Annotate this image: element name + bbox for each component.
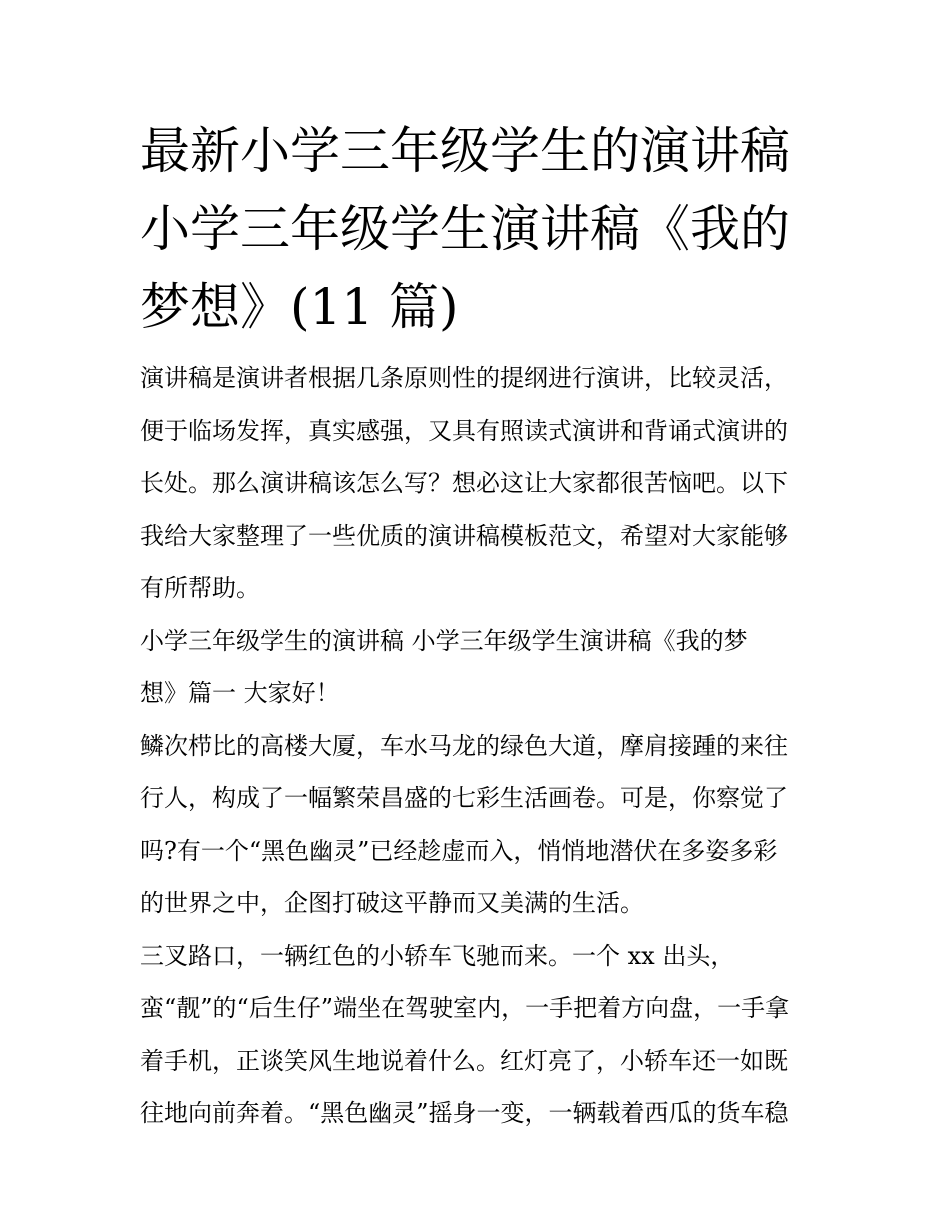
- body-line: 演讲稿是演讲者根据几条原则性的提纲进行演讲，比较灵活，: [140, 364, 788, 392]
- title-line-1: 最新小学三年级学生的演讲稿: [140, 122, 790, 180]
- body-line: 三叉路口，一辆红色的小轿车飞驰而来。一个 xx 出头，: [140, 941, 735, 970]
- body-line: 着手机，正谈笑风生地说着什么。红灯亮了，小轿车还一如既: [140, 1046, 788, 1075]
- body-line: 长处。那么演讲稿该怎么写？想必这让大家都很苦恼吧。以下: [140, 469, 788, 497]
- body-line: 有所帮助。: [140, 574, 260, 602]
- body-line: 想》篇一 大家好！: [140, 679, 340, 707]
- body-line: 吗?有一个“黑色幽灵”已经趁虚而入，悄悄地潜伏在多姿多彩: [140, 836, 778, 865]
- body-line: 便于临场发挥，真实感强，又具有照读式演讲和背诵式演讲的: [140, 416, 788, 445]
- body-line: 鳞次栉比的高楼大厦，车水马龙的绿色大道，摩肩接踵的来往: [140, 731, 788, 760]
- body-line: 小学三年级学生的演讲稿 小学三年级学生演讲稿《我的梦: [140, 626, 748, 655]
- title-line-3: 梦想》(11 篇): [140, 278, 459, 336]
- body-line: 往地向前奔着。“黑色幽灵”摇身一变，一辆载着西瓜的货车稳: [140, 1099, 789, 1127]
- body-line: 行人，构成了一幅繁荣昌盛的七彩生活画卷。可是，你察觉了: [140, 784, 788, 812]
- document-title: [140, 112, 820, 346]
- body-line: 我给大家整理了一些优质的演讲稿模板范文，希望对大家能够: [140, 521, 788, 550]
- body-line: 蛮“靓”的“后生仔”端坐在驾驶室内，一手把着方向盘，一手拿: [140, 994, 790, 1022]
- body-line: 的世界之中，企图打破这平静而又美满的生活。: [140, 889, 644, 917]
- document-body: [140, 352, 820, 1140]
- title-line-2: 小学三年级学生演讲稿《我的: [140, 200, 790, 258]
